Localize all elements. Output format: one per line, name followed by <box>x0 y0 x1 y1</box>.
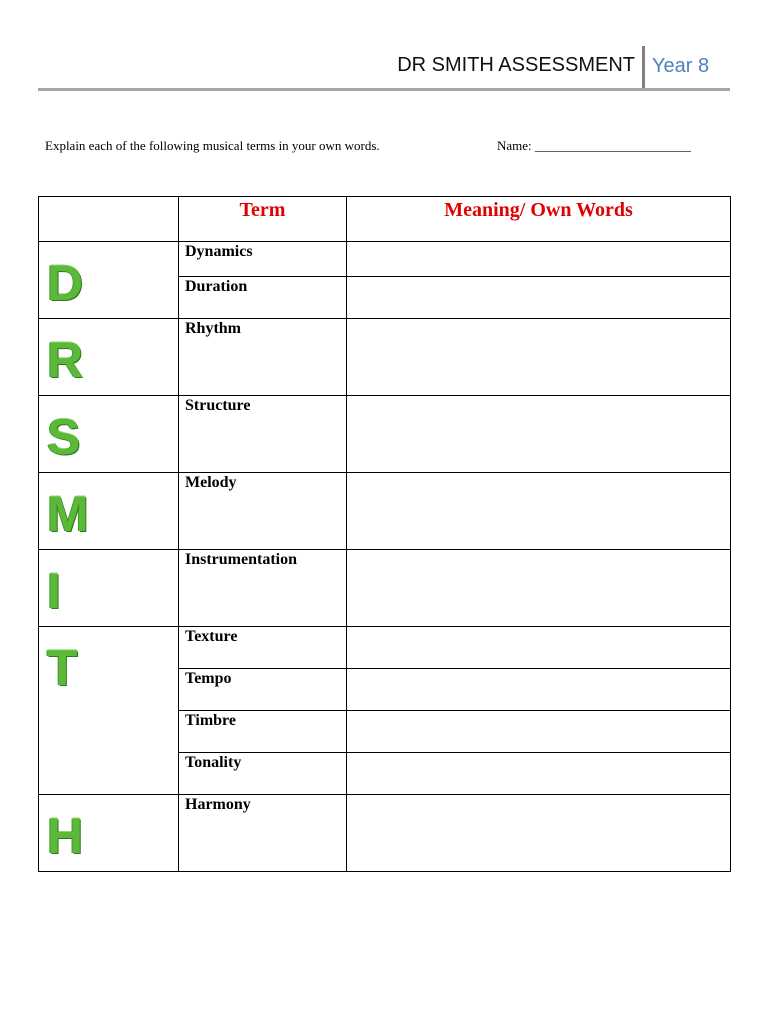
header-divider <box>642 46 645 88</box>
term-cell <box>179 319 347 396</box>
table-row <box>39 473 731 550</box>
letter-cell-i <box>39 550 179 627</box>
term-cell <box>179 627 347 669</box>
page-header <box>0 0 768 92</box>
term-cell <box>179 550 347 627</box>
terms-table <box>38 196 731 872</box>
letter-cell-r <box>39 319 179 396</box>
meaning-header: Meaning/ Own Words <box>347 197 731 242</box>
letter-r: R <box>47 332 84 388</box>
header-rule <box>38 88 730 91</box>
term-melody: Melody <box>185 474 237 491</box>
term-dynamics: Dynamics <box>185 243 253 260</box>
term-cell <box>179 795 347 872</box>
term-rhythm: Rhythm <box>185 320 242 337</box>
meaning-cell-instrumentation[interactable] <box>347 550 731 627</box>
term-cell <box>179 396 347 473</box>
name-field[interactable]: Name: ________________________ <box>497 138 691 153</box>
letter-t: T <box>47 640 78 696</box>
term-cell <box>179 473 347 550</box>
term-cell <box>179 753 347 795</box>
letter-cell-h <box>39 795 179 872</box>
letter-h: H <box>47 808 84 864</box>
assessment-title: DR SMITH ASSESSMENT <box>397 54 635 76</box>
meaning-cell-duration[interactable] <box>347 277 731 319</box>
table-row <box>39 627 731 669</box>
letter-cell-t <box>39 627 179 795</box>
instructions-text: Explain each of the following musical terms in your own words. <box>45 138 380 153</box>
term-instrumentation: Instrumentation <box>185 551 298 568</box>
letter-cell-d <box>39 242 179 319</box>
meaning-cell-tempo[interactable] <box>347 669 731 711</box>
meaning-cell-dynamics[interactable] <box>347 242 731 277</box>
meaning-cell-tonality[interactable] <box>347 753 731 795</box>
term-duration: Duration <box>185 278 248 295</box>
term-timbre: Timbre <box>185 712 236 729</box>
letter-i: I <box>47 563 61 619</box>
table-row <box>39 396 731 473</box>
table-row <box>39 550 731 627</box>
table-row <box>39 319 731 396</box>
term-tonality: Tonality <box>185 754 242 771</box>
term-cell <box>179 277 347 319</box>
meaning-cell-timbre[interactable] <box>347 711 731 753</box>
table-row <box>39 242 731 277</box>
table-header-row <box>39 197 731 242</box>
term-cell <box>179 242 347 277</box>
year-label: Year 8 <box>652 55 710 77</box>
letter-header-cell <box>39 197 179 242</box>
term-tempo: Tempo <box>185 670 232 687</box>
meaning-cell-rhythm[interactable] <box>347 319 731 396</box>
term-cell <box>179 669 347 711</box>
table-row <box>39 795 731 872</box>
meaning-cell-melody[interactable] <box>347 473 731 550</box>
meaning-cell-structure[interactable] <box>347 396 731 473</box>
term-texture: Texture <box>185 628 238 645</box>
term-structure: Structure <box>185 397 251 414</box>
instructions <box>45 138 735 154</box>
letter-m: M <box>47 486 89 542</box>
letter-s: S <box>47 409 81 465</box>
letter-cell-s <box>39 396 179 473</box>
term-header: Term <box>179 197 347 242</box>
letter-d: D <box>47 255 84 311</box>
term-harmony: Harmony <box>185 796 251 813</box>
letter-cell-m <box>39 473 179 550</box>
term-cell <box>179 711 347 753</box>
meaning-cell-harmony[interactable] <box>347 795 731 872</box>
meaning-cell-texture[interactable] <box>347 627 731 669</box>
